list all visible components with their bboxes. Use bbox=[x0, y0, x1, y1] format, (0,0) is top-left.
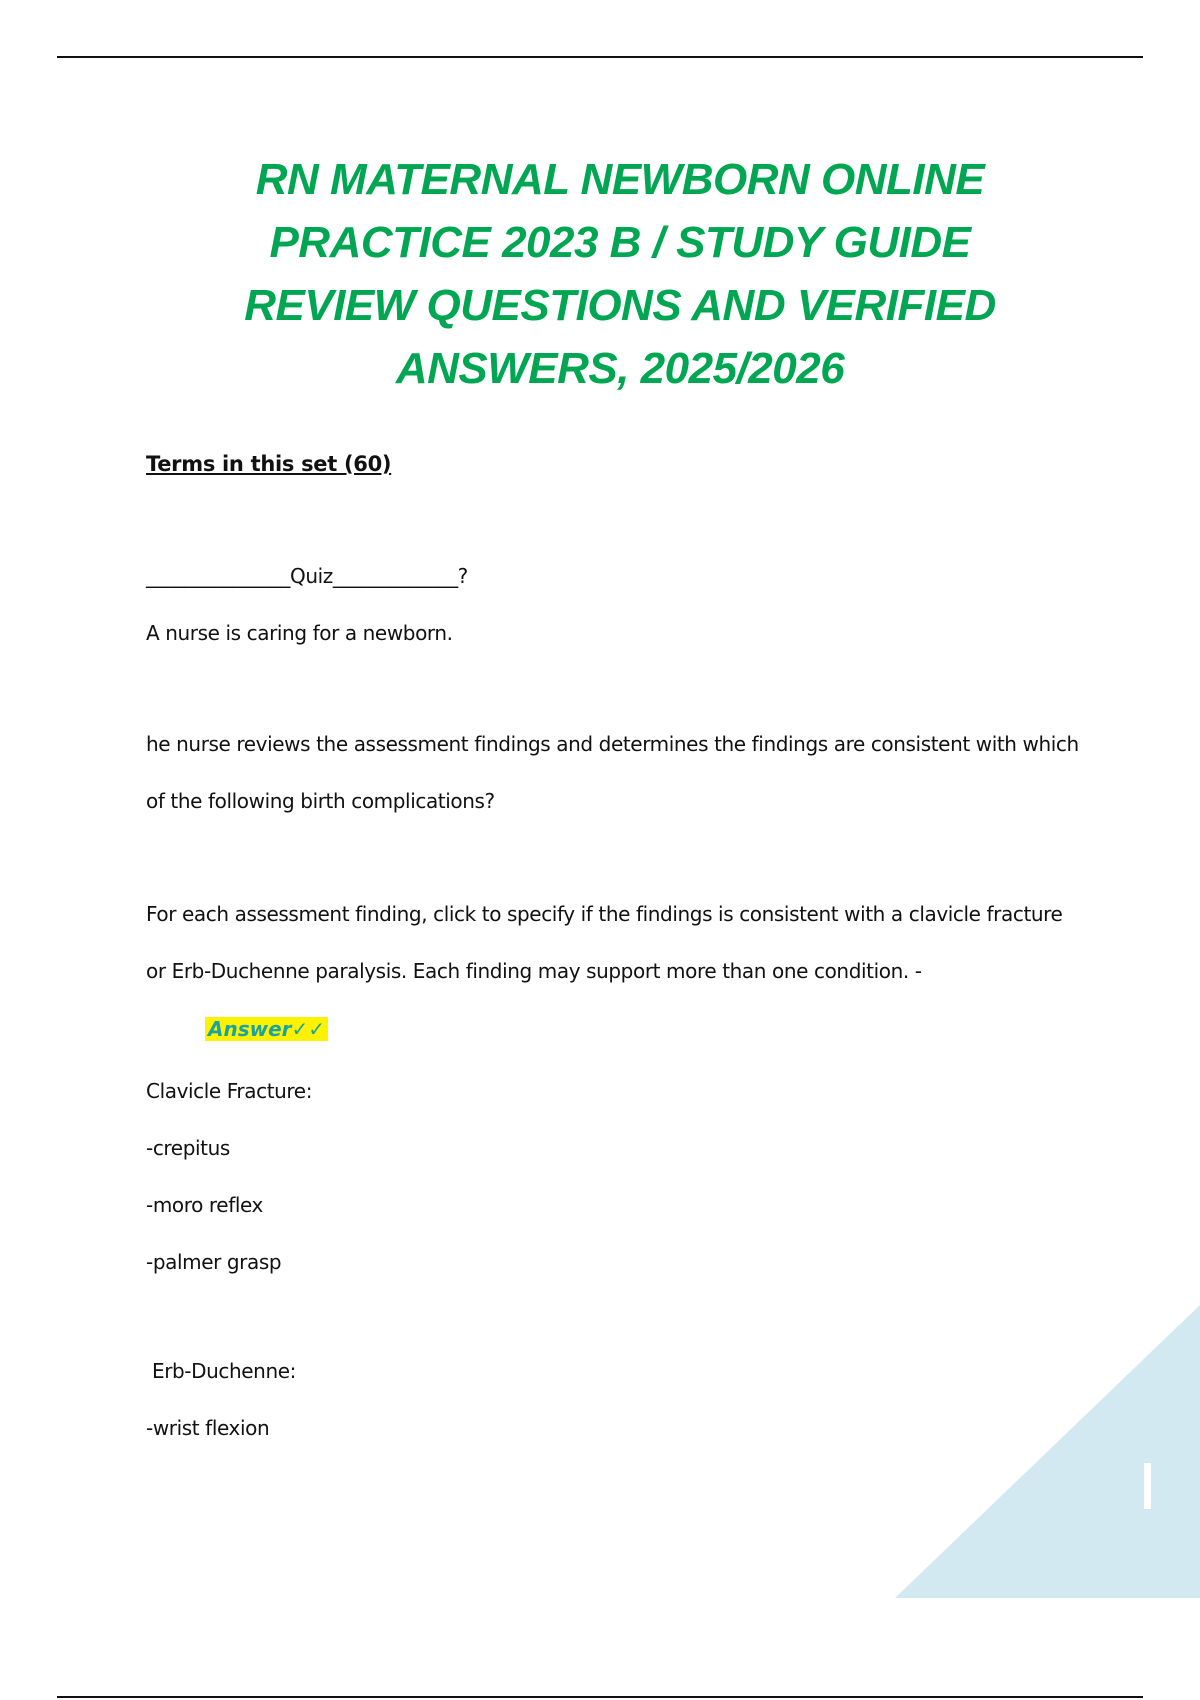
title-line-1: RN MATERNAL NEWBORN ONLINE bbox=[255, 155, 985, 204]
clavicle-item: -crepitus bbox=[146, 1136, 230, 1160]
prompt-line-2a: he nurse reviews the assessment findings and determines the findings are consistent with which bbox=[146, 732, 1079, 756]
clavicle-item: -moro reflex bbox=[146, 1193, 263, 1217]
erb-item: -wrist flexion bbox=[146, 1416, 270, 1440]
top-rule bbox=[57, 56, 1143, 58]
title-line-3: REVIEW QUESTIONS AND VERIFIED bbox=[244, 281, 996, 330]
title-line-4: ANSWERS, 2025/2026 bbox=[395, 344, 845, 393]
corner-bar-mark bbox=[1144, 1463, 1151, 1509]
quiz-line: _______________Quiz_____________? bbox=[146, 564, 468, 588]
title-line-2: PRACTICE 2023 B / STUDY GUIDE bbox=[269, 218, 971, 267]
bottom-rule bbox=[57, 1696, 1143, 1698]
prompt-line-1: A nurse is caring for a newborn. bbox=[146, 621, 453, 645]
answer-label: Answer✓✓ bbox=[205, 1017, 328, 1041]
clavicle-heading: Clavicle Fracture: bbox=[146, 1079, 313, 1103]
corner-decoration bbox=[895, 1305, 1200, 1598]
prompt-line-3a: For each assessment finding, click to specify if the findings is consistent with a clavicle fracture bbox=[146, 902, 1063, 926]
terms-heading: Terms in this set (60) bbox=[146, 452, 392, 476]
prompt-line-2b: of the following birth complications? bbox=[146, 789, 495, 813]
prompt-line-3b: or Erb-Duchenne paralysis. Each finding may support more than one condition. - bbox=[146, 959, 922, 983]
clavicle-item: -palmer grasp bbox=[146, 1250, 282, 1274]
document-title bbox=[120, 148, 1120, 400]
erb-heading: Erb-Duchenne: bbox=[146, 1359, 296, 1383]
